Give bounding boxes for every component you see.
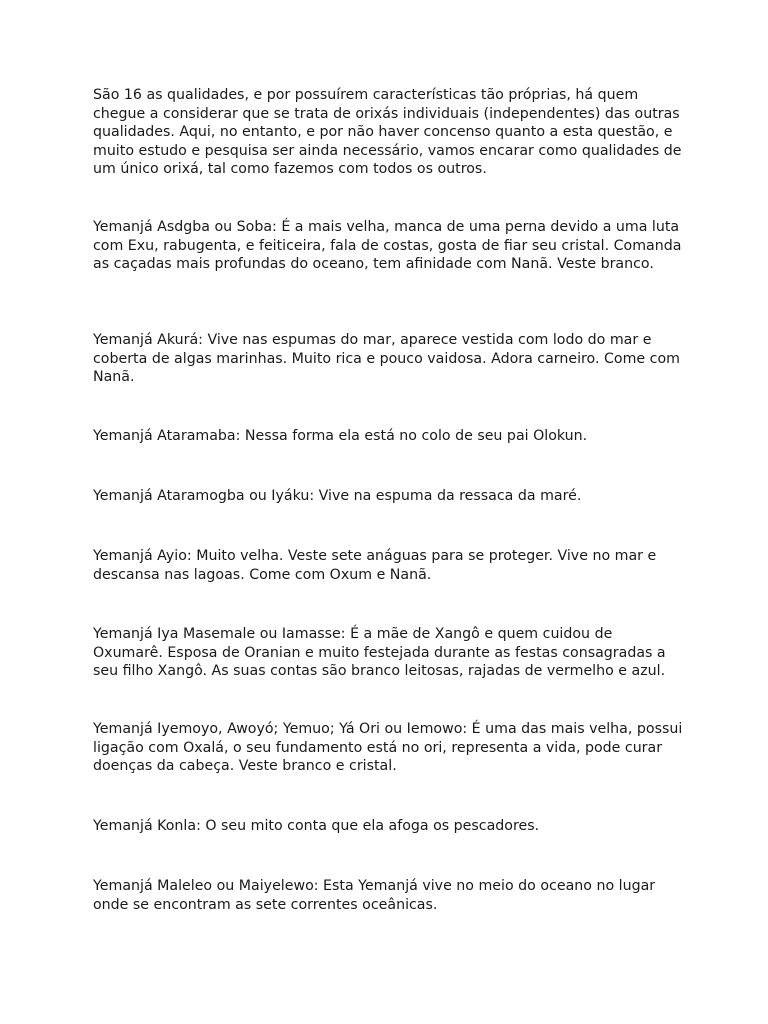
paragraph-iyemoyo: Yemanjá Iyemoyo, Awoyó; Yemuo; Yá Ori ou Iemowo: É uma das mais velha, possui ligação com Oxalá, o seu fundamento está no ori, representa a vida, pode curar doenças da cabeça. Veste branco e cristal.: [93, 721, 683, 774]
paragraph-akura: Yemanjá Akurá: Vive nas espumas do mar, aparece vestida com lodo do mar e coberta de algas marinhas. Muito rica e pouco vaidosa. Adora carneiro. Come com Nanã.: [93, 332, 680, 385]
paragraph-iya-masemale: Yemanjá Iya Masemale ou Iamasse: É a mãe de Xangô e quem cuidou de Oxumarê. Esposa de Oranian e muito festejada durante as festas consagradas a seu filho Xangô. As suas contas são branco leitosas, rajadas de vermelho e azul.: [93, 626, 666, 679]
paragraph-asdgba: Yemanjá Asdgba ou Soba: É a mais velha, manca de uma perna devido a uma luta com Exu, rabugenta, e feiticeira, fala de costas, gosta de fiar seu cristal. Comanda as caçadas mais profundas do oceano, tem afinidade com Nanã. Veste branco.: [93, 219, 682, 272]
paragraph-maleleo: Yemanjá Maleleo ou Maiyelewo: Esta Yemanjá vive no meio do oceano no lugar onde se encontram as sete correntes oceânicas.: [93, 878, 656, 913]
paragraph-ataramogba: Yemanjá Ataramogba ou Iyáku: Vive na espuma da ressaca da maré.: [93, 488, 582, 504]
intro-paragraph: São 16 as qualidades, e por possuírem características tão próprias, há quem chegue a considerar que se trata de orixás individuais (independentes) das outras qualidades. Aqui, no entanto, e por não haver concenso quanto a esta questão, e muito estudo e pesquisa ser ainda necessário, vamos encarar como qualidades de um único orixá, tal como fazemos com todos os outros.: [93, 87, 682, 177]
paragraph-ayio: Yemanjá Ayio: Muito velha. Veste sete anáguas para se proteger. Vive no mar e descansa nas lagoas. Come com Oxum e Nanã.: [93, 548, 657, 583]
paragraph-konla: Yemanjá Konla: O seu mito conta que ela afoga os pescadores.: [93, 818, 540, 834]
paragraph-ataramaba: Yemanjá Ataramaba: Nessa forma ela está no colo de seu pai Olokun.: [93, 428, 588, 444]
